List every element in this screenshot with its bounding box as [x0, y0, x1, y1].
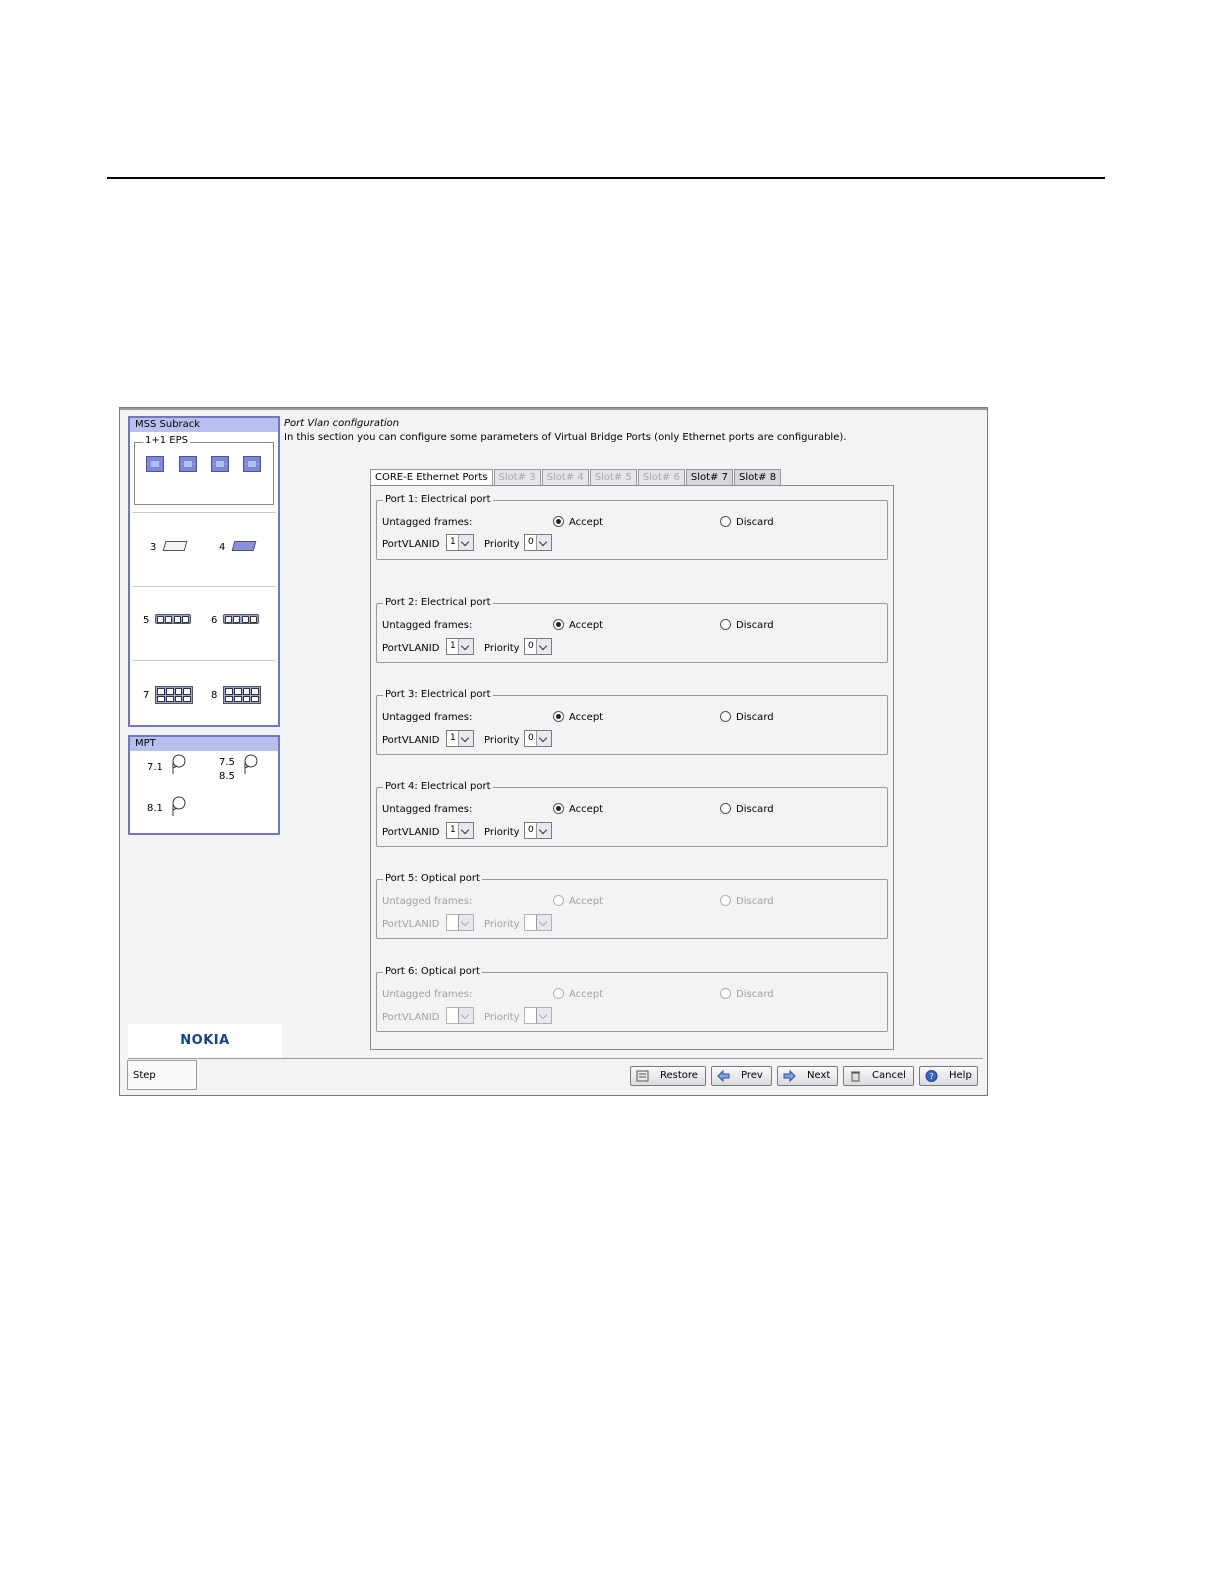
accept-radio: [553, 895, 564, 906]
untagged-frames-label: Untagged frames:: [382, 896, 473, 907]
mpt-panel: [128, 735, 280, 835]
priority-label: Priority: [484, 827, 520, 838]
slot-4-card[interactable]: [232, 541, 257, 551]
eps-port-icon[interactable]: [146, 456, 164, 472]
mpt-7-5-label: 7.5: [219, 757, 235, 768]
help-icon: [925, 1070, 938, 1082]
accept-label: Accept: [569, 620, 604, 631]
chevron-down-icon: [458, 535, 473, 550]
chevron-down-icon: [458, 731, 473, 746]
footer-divider: [128, 1058, 983, 1059]
port-vlan-id-label: PortVLANID: [382, 919, 440, 930]
slot-6-label: 6: [211, 615, 218, 626]
logo-panel: [128, 1024, 282, 1058]
tab-slot-4: Slot# 4: [542, 469, 589, 485]
slot-3-card[interactable]: [163, 541, 188, 551]
untagged-frames-label: Untagged frames:: [382, 517, 473, 528]
port-5-group: [376, 873, 888, 939]
slot-3-label: 3: [150, 542, 157, 553]
port-title: Port 2: Electrical port: [385, 597, 491, 608]
port-1-group: [376, 494, 888, 560]
port-vlan-id-select: [446, 1007, 474, 1024]
mpt-7-5-antenna-icon[interactable]: [240, 754, 258, 776]
priority-label: Priority: [484, 643, 520, 654]
row-divider: [132, 512, 276, 513]
port-vlan-id-select: [446, 914, 474, 931]
chevron-down-icon: [458, 1008, 473, 1023]
priority-select[interactable]: 0: [524, 638, 552, 655]
eps-port-icon[interactable]: [243, 456, 261, 472]
discard-label: Discard: [736, 989, 774, 1000]
slot-8-card[interactable]: [223, 686, 261, 704]
discard-label: Discard: [736, 712, 774, 723]
chevron-down-icon: [536, 731, 551, 746]
accept-label: Accept: [569, 896, 604, 907]
accept-radio[interactable]: [553, 516, 564, 527]
discard-label: Discard: [736, 804, 774, 815]
port-vlan-id-select[interactable]: 1: [446, 822, 474, 839]
accept-label: Accept: [569, 989, 604, 1000]
slot-6-card[interactable]: [223, 614, 259, 624]
port-title: Port 6: Optical port: [385, 966, 480, 977]
accept-radio[interactable]: [553, 711, 564, 722]
port-title: Port 4: Electrical port: [385, 781, 491, 792]
eps-group[interactable]: [134, 435, 274, 505]
help-button[interactable]: ? Help: [919, 1066, 978, 1086]
cancel-button[interactable]: Cancel: [843, 1066, 914, 1086]
chevron-down-icon: [536, 639, 551, 654]
port-vlan-id-label: PortVLANID: [382, 735, 440, 746]
slot-5-card[interactable]: [155, 614, 191, 624]
port-vlan-id-select[interactable]: 1: [446, 534, 474, 551]
accept-radio[interactable]: [553, 803, 564, 814]
tab-slot-6: Slot# 6: [638, 469, 685, 485]
priority-select: [524, 914, 552, 931]
mpt-8-1-label: 8.1: [147, 803, 163, 814]
mss-subrack-header: MSS Subrack: [130, 418, 278, 432]
next-button[interactable]: Next: [777, 1066, 838, 1086]
port-3-group: [376, 689, 888, 755]
accept-label: Accept: [569, 712, 604, 723]
tab-slot-5: Slot# 5: [590, 469, 637, 485]
untagged-frames-label: Untagged frames:: [382, 989, 473, 1000]
port-title: Port 1: Electrical port: [385, 494, 491, 505]
port-vlan-window: [119, 407, 988, 1096]
chevron-down-icon: [536, 535, 551, 550]
priority-label: Priority: [484, 539, 520, 550]
chevron-down-icon: [458, 639, 473, 654]
chevron-down-icon: [458, 823, 473, 838]
row-divider: [132, 586, 276, 587]
svg-text:?: ?: [929, 1072, 934, 1081]
priority-select[interactable]: 0: [524, 730, 552, 747]
mpt-8-1-antenna-icon[interactable]: [168, 796, 186, 818]
chevron-down-icon: [536, 823, 551, 838]
priority-label: Priority: [484, 1012, 520, 1023]
accept-radio: [553, 988, 564, 999]
chevron-down-icon: [536, 1008, 551, 1023]
mpt-8-5-label: 8.5: [219, 771, 235, 782]
accept-label: Accept: [569, 804, 604, 815]
mpt-7-1-antenna-icon[interactable]: [168, 754, 186, 776]
discard-radio[interactable]: [720, 711, 731, 722]
mpt-header: MPT: [130, 737, 278, 751]
port-vlan-id-select[interactable]: 1: [446, 730, 474, 747]
discard-radio[interactable]: [720, 803, 731, 814]
restore-icon: [636, 1070, 649, 1082]
eps-port-icon[interactable]: [211, 456, 229, 472]
window-top-border: [120, 408, 987, 410]
priority-select[interactable]: 0: [524, 822, 552, 839]
priority-label: Priority: [484, 919, 520, 930]
tab-core-e-ethernet-ports[interactable]: CORE-E Ethernet Ports: [370, 469, 493, 486]
tab-slot-7[interactable]: Slot# 7: [686, 469, 733, 485]
nokia-logo: NOKIA: [180, 1033, 230, 1048]
priority-select[interactable]: 0: [524, 534, 552, 551]
discard-radio: [720, 988, 731, 999]
discard-radio[interactable]: [720, 516, 731, 527]
row-divider: [132, 660, 276, 661]
untagged-frames-label: Untagged frames:: [382, 804, 473, 815]
slot-8-label: 8: [211, 690, 218, 701]
tab-bar: [370, 469, 782, 485]
chevron-down-icon: [458, 915, 473, 930]
prev-button[interactable]: Prev: [711, 1066, 772, 1086]
mss-subrack-panel: [128, 416, 280, 727]
page-title: Port Vlan configuration: [284, 418, 400, 429]
discard-label: Discard: [736, 517, 774, 528]
port-2-group: [376, 597, 888, 663]
accept-radio[interactable]: [553, 619, 564, 630]
untagged-frames-label: Untagged frames:: [382, 712, 473, 723]
port-vlan-id-select[interactable]: 1: [446, 638, 474, 655]
trash-icon: [849, 1070, 862, 1082]
chevron-down-icon: [536, 915, 551, 930]
port-vlan-id-label: PortVLANID: [382, 643, 440, 654]
slot-5-label: 5: [143, 615, 150, 626]
arrow-right-icon: [783, 1070, 796, 1082]
tab-slot-3: Slot# 3: [494, 469, 541, 485]
tab-slot-8[interactable]: Slot# 8: [734, 469, 781, 485]
slot-7-label: 7: [143, 690, 150, 701]
discard-label: Discard: [736, 896, 774, 907]
arrow-left-icon: [717, 1070, 730, 1082]
eps-label: 1+1 EPS: [145, 435, 188, 446]
priority-select: [524, 1007, 552, 1024]
port-vlan-id-label: PortVLANID: [382, 827, 440, 838]
port-vlan-id-label: PortVLANID: [382, 539, 440, 550]
page-rule: [107, 177, 1105, 179]
discard-radio: [720, 895, 731, 906]
slot-4-label: 4: [219, 542, 226, 553]
port-title: Port 3: Electrical port: [385, 689, 491, 700]
port-6-group: [376, 966, 888, 1032]
page-description: In this section you can configure some parameters of Virtual Bridge Ports (only Ethernet ports are configurable).: [284, 432, 847, 443]
restore-button[interactable]: Restore: [630, 1066, 706, 1086]
discard-radio[interactable]: [720, 619, 731, 630]
slot-7-card[interactable]: [155, 686, 193, 704]
accept-label: Accept: [569, 517, 604, 528]
mpt-7-1-label: 7.1: [147, 762, 163, 773]
discard-label: Discard: [736, 620, 774, 631]
step-indicator: Step: [127, 1060, 197, 1090]
untagged-frames-label: Untagged frames:: [382, 620, 473, 631]
priority-label: Priority: [484, 735, 520, 746]
port-4-group: [376, 781, 888, 847]
port-title: Port 5: Optical port: [385, 873, 480, 884]
port-vlan-id-label: PortVLANID: [382, 1012, 440, 1023]
eps-port-icon[interactable]: [179, 456, 197, 472]
